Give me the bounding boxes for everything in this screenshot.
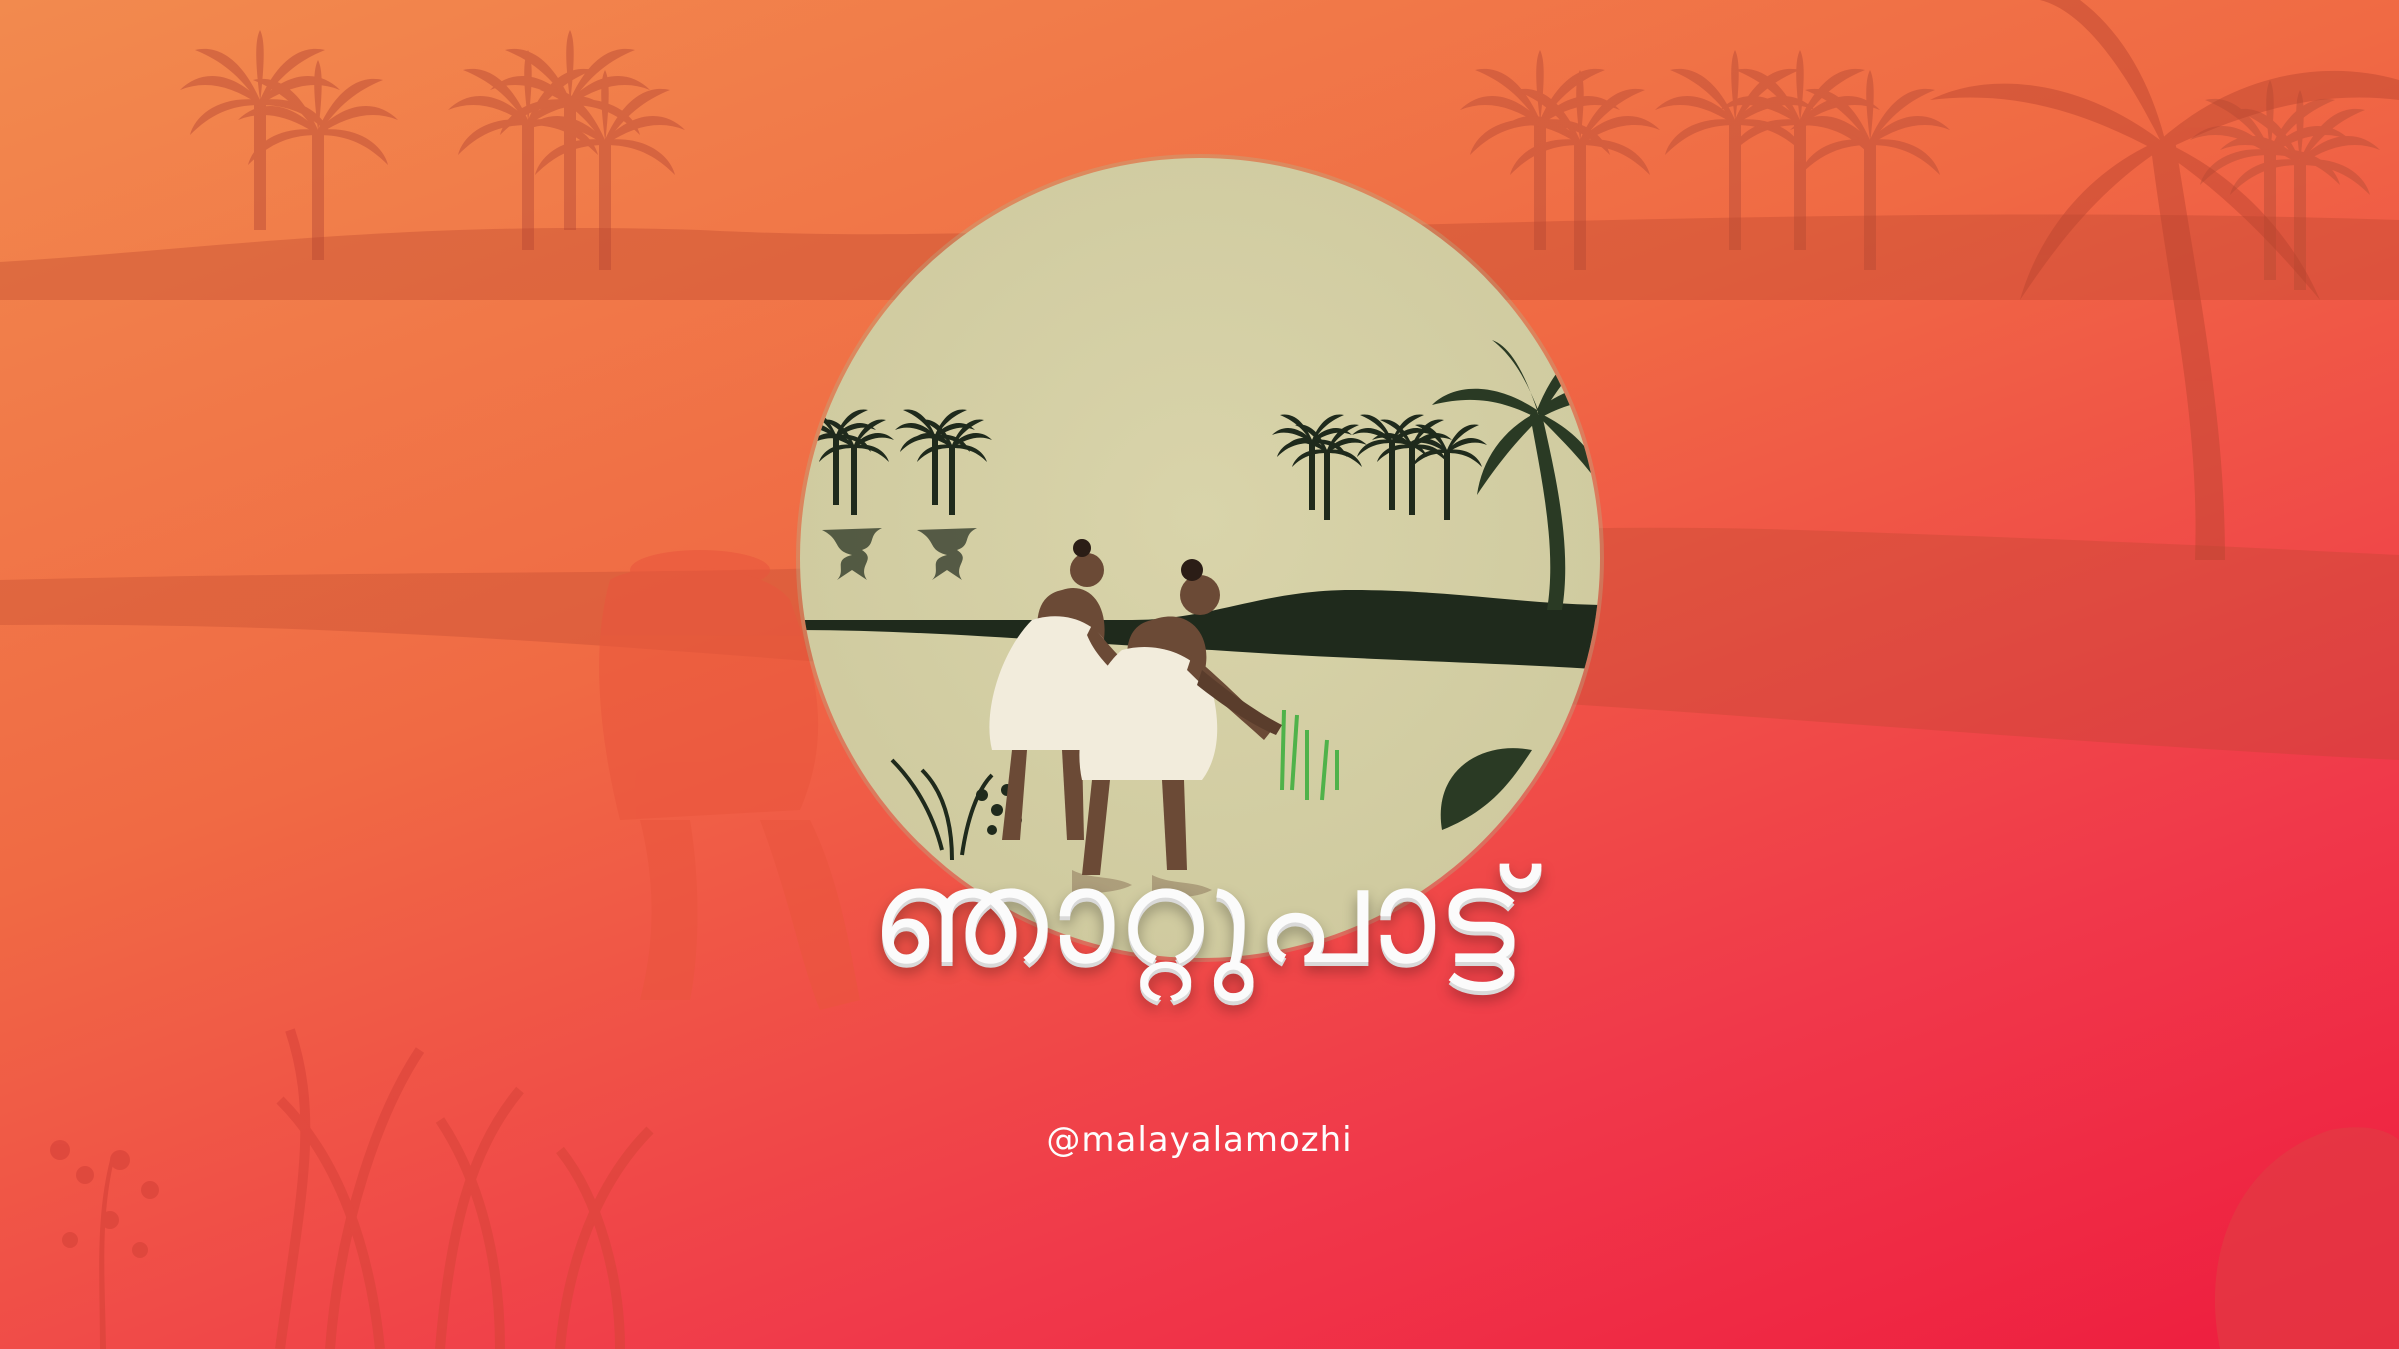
background-leaf xyxy=(2215,1127,2399,1349)
poster-title: ഞാറ്റുപാട്ട് xyxy=(870,840,1529,994)
background-grass xyxy=(280,1030,650,1349)
social-handle: @malayalamozhi xyxy=(1046,1120,1353,1160)
background-flower-sprig xyxy=(50,1140,159,1349)
